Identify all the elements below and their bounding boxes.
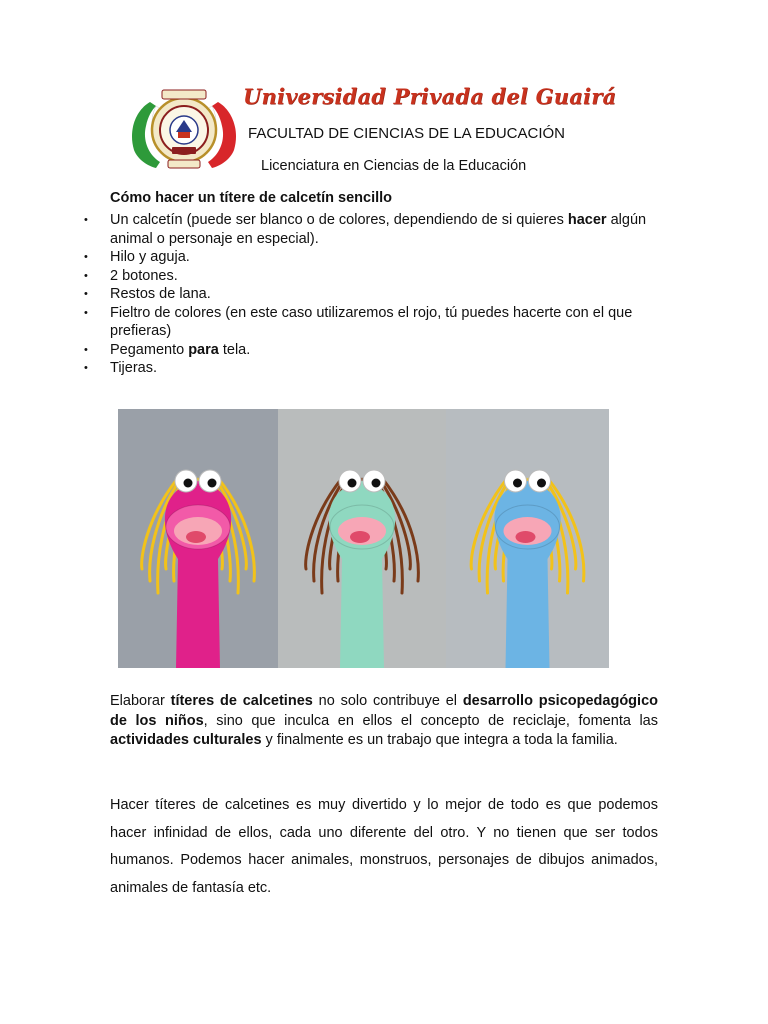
- puppet-pupil: [372, 479, 381, 488]
- bold-text: para: [188, 341, 219, 358]
- university-logo: [126, 80, 242, 176]
- list-item: [84, 248, 654, 267]
- text-run: Fieltro de colores (en este caso utilizaremos el rojo, tú puedes hacerte con el que prefieras): [110, 304, 633, 339]
- text-run: no solo contribuye el: [312, 693, 463, 709]
- list-item: [84, 304, 654, 341]
- text-run: Hilo y aguja.: [110, 249, 190, 265]
- puppet-pupil: [184, 479, 193, 488]
- puppet-pupil: [208, 479, 217, 488]
- list-item: [84, 359, 654, 378]
- text-run: Pegamento: [110, 341, 189, 358]
- puppet-pupil: [537, 479, 546, 488]
- bold-text: desarrollo psicopedagógico de los niños: [110, 693, 658, 729]
- bold-text: títeres de calcetines: [170, 693, 313, 709]
- text-run: Tijeras.: [110, 360, 157, 376]
- puppet-pupil: [348, 479, 357, 488]
- text-run: algún animal o personaje en especial).: [110, 212, 647, 247]
- materials-list: [84, 211, 654, 378]
- paragraph-ideas: Hacer títeres de calcetines es muy divertido y lo mejor de todo es que podemos hacer infinidad de ellos, cada uno diferente del otro. Y no tienen que ser todos humanos. Podemos hacer animales, monstruos, personajes de dibujos animados, animales de fantasía etc.: [110, 797, 658, 896]
- list-item: [84, 341, 654, 360]
- puppet-tongue: [516, 531, 536, 543]
- bold-text: hacer: [567, 212, 607, 228]
- section-heading: Cómo hacer un títere de calcetín sencillo: [110, 190, 393, 206]
- puppet-tongue: [186, 531, 206, 543]
- text-run: Un calcetín (puede ser blanco o de colores, dependiendo de si quieres: [110, 212, 568, 228]
- text-run: 2 botones.: [110, 267, 178, 284]
- paragraph-intro: [110, 692, 658, 751]
- text-run: Elaborar: [110, 693, 171, 709]
- faculty-name: FACULTAD DE CIENCIAS DE LA EDUCACIÓN: [248, 125, 566, 142]
- list-item: [84, 211, 654, 248]
- text-run: tela.: [218, 341, 251, 358]
- text-run: , sino que inculca en ellos el concepto de reciclaje, fomenta las: [203, 712, 658, 729]
- text-run: Restos de lana.: [110, 286, 211, 302]
- list-item: [84, 285, 654, 304]
- puppet-tongue: [350, 531, 370, 543]
- degree-name: Licenciatura en Ciencias de la Educación: [261, 158, 527, 174]
- list-item: [84, 267, 654, 286]
- university-name: Universidad Privada del Guairá: [243, 84, 617, 109]
- puppet-pupil: [513, 479, 522, 488]
- text-run: y finalmente es un trabajo que integra a toda la familia.: [261, 732, 618, 748]
- puppets-photo: [118, 409, 609, 668]
- bold-text: actividades culturales: [110, 732, 262, 748]
